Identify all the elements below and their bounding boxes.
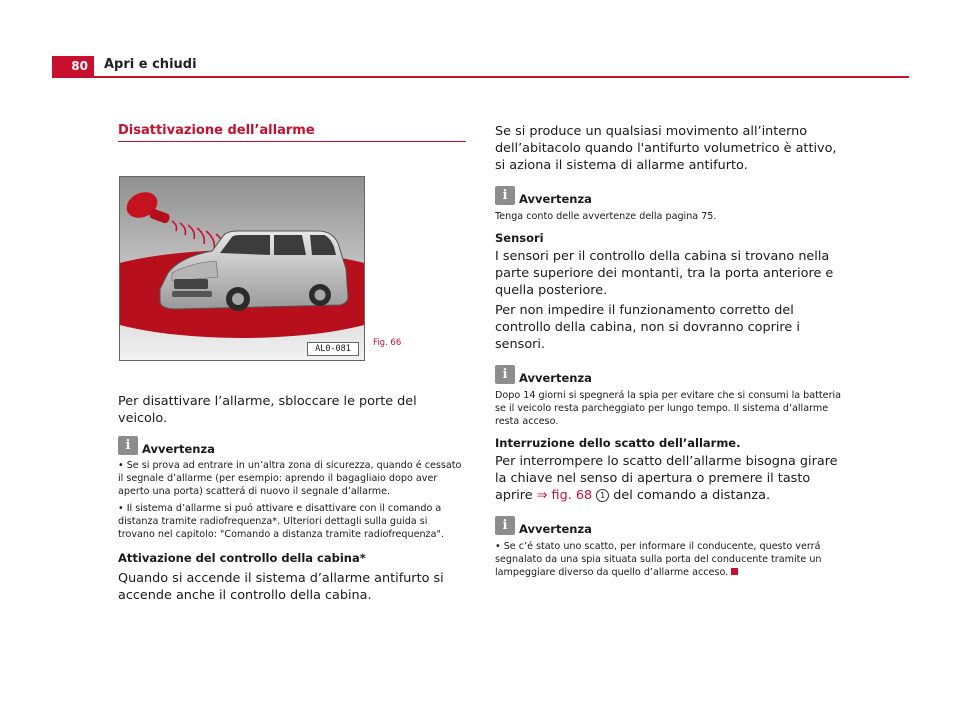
running-title: Apri e chiudi — [104, 57, 197, 72]
figure-label: AL0-081 — [307, 342, 359, 356]
figure-caption: Fig. 66 — [373, 338, 402, 348]
warning-label: Avvertenza — [519, 522, 592, 536]
warning-text-content: • Se c’é stato uno scatto, per informare il conducente, questo verrá segnalato da una spia situata sulla porta del conducente tramite un lampeggiare diverso da quello d’allarme acceso. — [495, 541, 822, 578]
left-intro: Per disattivare l’allarme, sbloccare le porte del veicolo. — [118, 394, 417, 426]
cabin-text: Quando si accende il sistema d’allarme antifurto si accende anche il controllo della cabina. — [118, 571, 444, 603]
warning-label: Avvertenza — [519, 192, 592, 206]
figure-car-alarm — [119, 176, 365, 361]
interrupt-text-start: Per interrompere lo scatto dell’allarme bisogna girare la chiave nel senso di apertura o premere il tasto aprire — [495, 454, 838, 503]
info-icon: i — [495, 516, 515, 535]
warning-label: Avvertenza — [142, 442, 215, 456]
info-icon: i — [118, 436, 138, 455]
warning-heading — [495, 516, 847, 535]
warning-label: Avvertenza — [519, 371, 592, 385]
fig-reference-link[interactable]: fig. 68 — [551, 488, 593, 503]
car-alarm-illustration — [120, 177, 364, 360]
fig-reference-arrow: ⇒ — [536, 488, 548, 503]
section-rule — [118, 141, 466, 142]
sensors-paragraph: Per non impedire il funzionamento corretto del controllo della cabina, non si dovranno coprire i sensori. — [495, 303, 800, 352]
info-icon: i — [495, 186, 515, 205]
warning-heading — [495, 365, 847, 384]
info-icon: i — [495, 365, 515, 384]
sensors-paragraph: I sensori per il controllo della cabina si trovano nella parte superiore dei montanti, tra la porta anteriore e quella posteriore. — [495, 249, 834, 298]
interrupt-heading: Interruzione dello scatto dell’allarme. — [495, 436, 741, 450]
right-intro: Se si produce un qualsiasi movimento all’interno dell’abitacolo quando l'antifurto volumetrico è attivo, si aziona il sistema di allarme antifurto. — [495, 124, 837, 173]
circled-number: 1 — [596, 489, 609, 502]
end-of-section-icon — [731, 568, 738, 575]
warning-bullet: • Il sistema d’allarme si puó attivare e disattivare con il comando a distanza tramite radiofrequenza*. Ulteriori dettagli sulla guida si trovano nel capitolo: "Comando a distanza tramite radiofrequenza". — [118, 503, 444, 540]
left-column — [118, 123, 466, 604]
interrupt-text — [495, 453, 847, 504]
warning-text: Tenga conto delle avvertenze della pagina 75. — [495, 211, 717, 222]
header-rule — [52, 76, 909, 78]
warning-text — [495, 540, 847, 579]
interrupt-text-end: del comando a distanza. — [609, 488, 771, 503]
right-column — [495, 123, 847, 579]
warning-heading — [495, 186, 847, 205]
warning-bullet: • Se si prova ad entrare in un’altra zona di sicurezza, quando é cessato il segnale d’allarme (per esempio: aprendo il bagagliaio dopo aver aperto una porta) scatterá di nuovo il segnale d’allarme. — [118, 460, 462, 497]
cabin-heading: Attivazione del controllo della cabina* — [118, 551, 366, 565]
warning-heading — [118, 436, 466, 455]
page-number: 80 — [52, 56, 94, 76]
warning-text: Dopo 14 giorni si spegnerá la spia per evitare che si consumi la batteria se il veicolo resta parcheggiato per lungo tempo. Il sistema d’allarme resta acceso. — [495, 390, 842, 427]
section-title: Disattivazione dell’allarme — [118, 123, 315, 138]
sensors-heading: Sensori — [495, 231, 544, 245]
